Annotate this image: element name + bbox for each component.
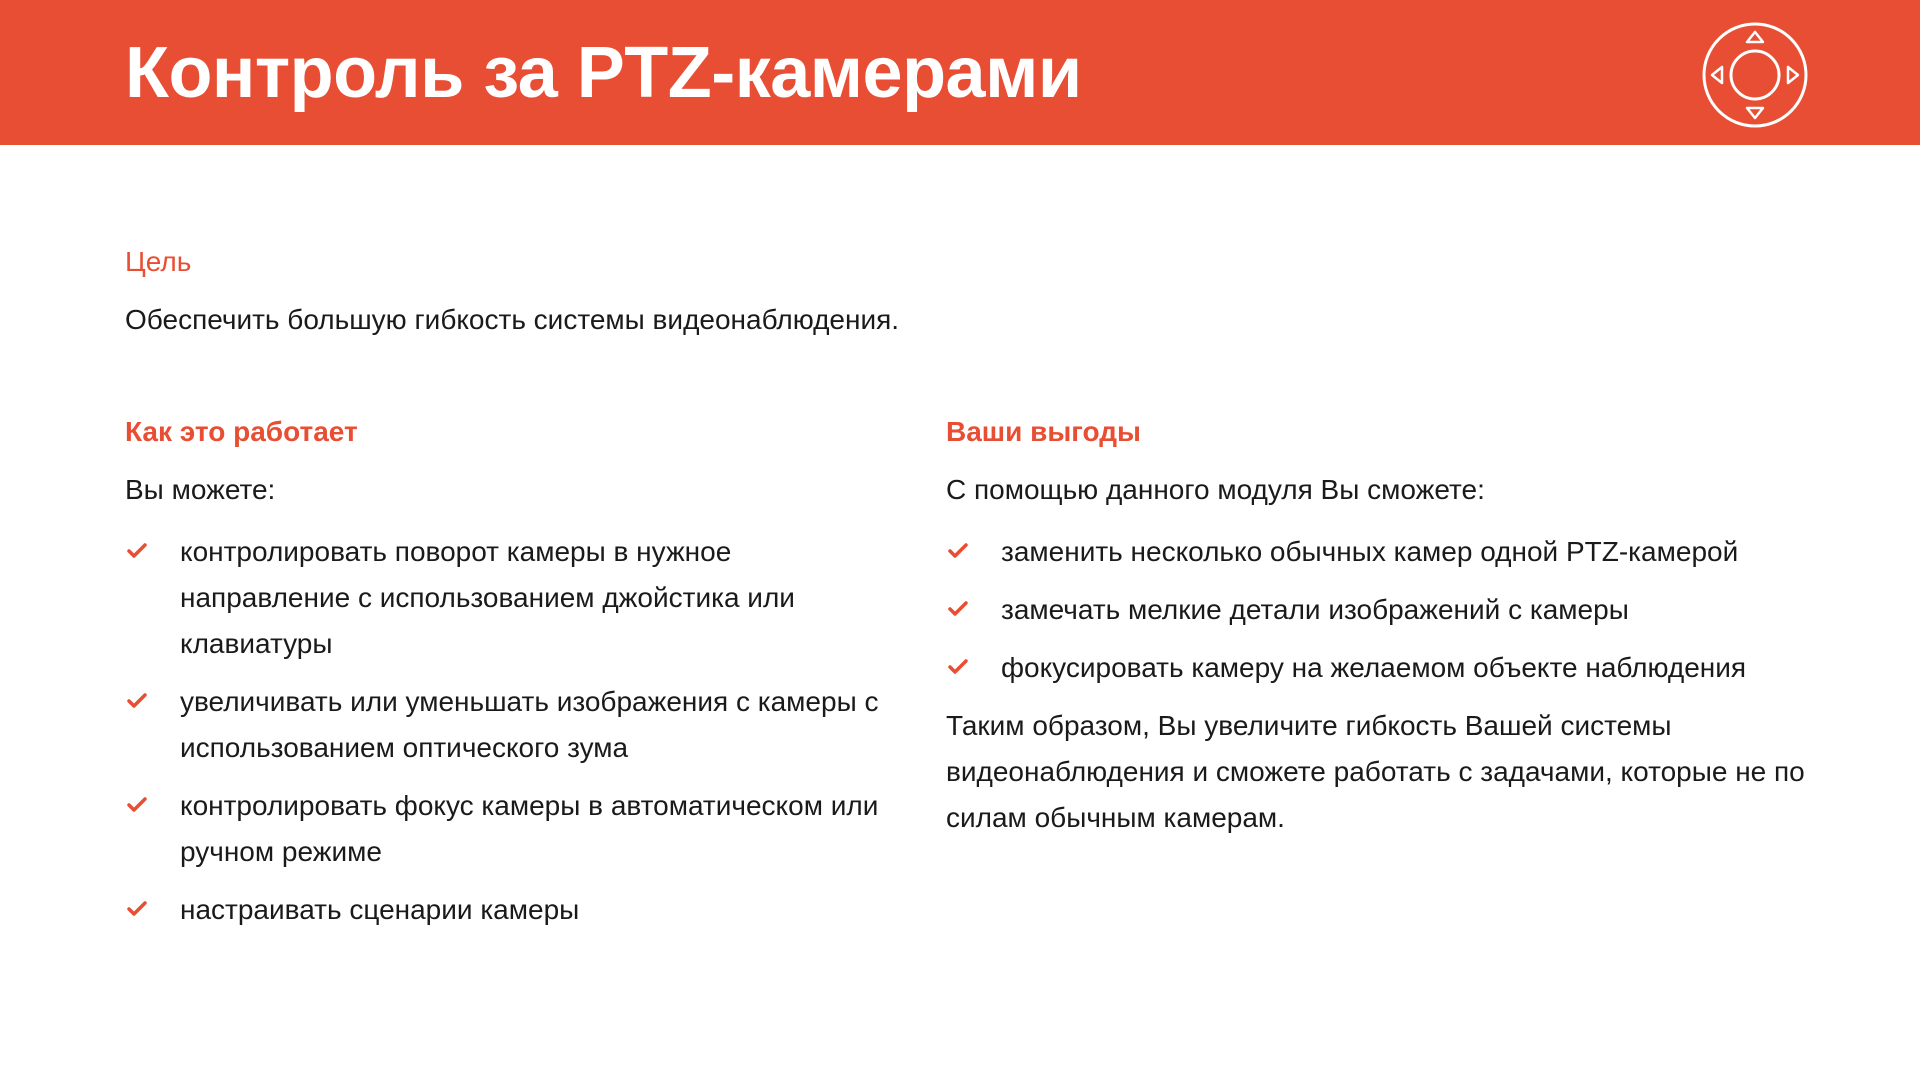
checkmark-icon (948, 659, 968, 675)
list-item-text: фокусировать камеру на желаемом объекте наблюдения (1001, 652, 1747, 683)
list-item-text: контролировать поворот камеры в нужное направление с использованием джойстика или клавиатуры (180, 536, 795, 659)
list-item (946, 645, 1806, 691)
checkmark-icon (948, 543, 968, 559)
checkmark-icon (127, 693, 147, 709)
list-item-text: контролировать фокус камеры в автоматическом или ручном режиме (180, 790, 879, 867)
how-it-works-heading: Как это работает (125, 416, 358, 447)
checkmark-icon (948, 601, 968, 617)
list-item (125, 783, 885, 875)
benefits-list (946, 529, 1806, 691)
header-bar (0, 0, 1920, 145)
benefits-heading: Ваши выгоды (946, 416, 1141, 447)
checkmark-icon (127, 901, 147, 917)
checkmark-icon (127, 797, 147, 813)
checkmark-icon (127, 543, 147, 559)
list-item (125, 679, 885, 771)
list-item-text: настраивать сценарии камеры (180, 894, 580, 925)
benefits-intro: С помощью данного модуля Вы сможете: (946, 474, 1485, 505)
ptz-joystick-icon (1700, 20, 1810, 130)
benefits-section (946, 415, 1806, 841)
goal-text: Обеспечить большую гибкость системы видеонаблюдения. (125, 304, 900, 335)
how-it-works-list (125, 529, 885, 933)
list-item (125, 529, 885, 667)
page-title: Контроль за PTZ-камерами (125, 33, 1082, 113)
list-item-text: замечать мелкие детали изображений с камеры (1001, 594, 1629, 625)
list-item (946, 587, 1806, 633)
benefits-summary: Таким образом, Вы увеличите гибкость Вашей системы видеонаблюдения и сможете работать с задачами, которые не по силам обычным камерам. (946, 710, 1805, 833)
list-item (946, 529, 1806, 575)
list-item-text: заменить несколько обычных камер одной PTZ-камерой (1001, 536, 1739, 567)
goal-label: Цель (125, 246, 192, 277)
list-item (125, 887, 885, 933)
how-it-works-section (125, 415, 885, 945)
list-item-text: увеличивать или уменьшать изображения с камеры с использованием оптического зума (180, 686, 879, 763)
how-it-works-intro: Вы можете: (125, 474, 276, 505)
